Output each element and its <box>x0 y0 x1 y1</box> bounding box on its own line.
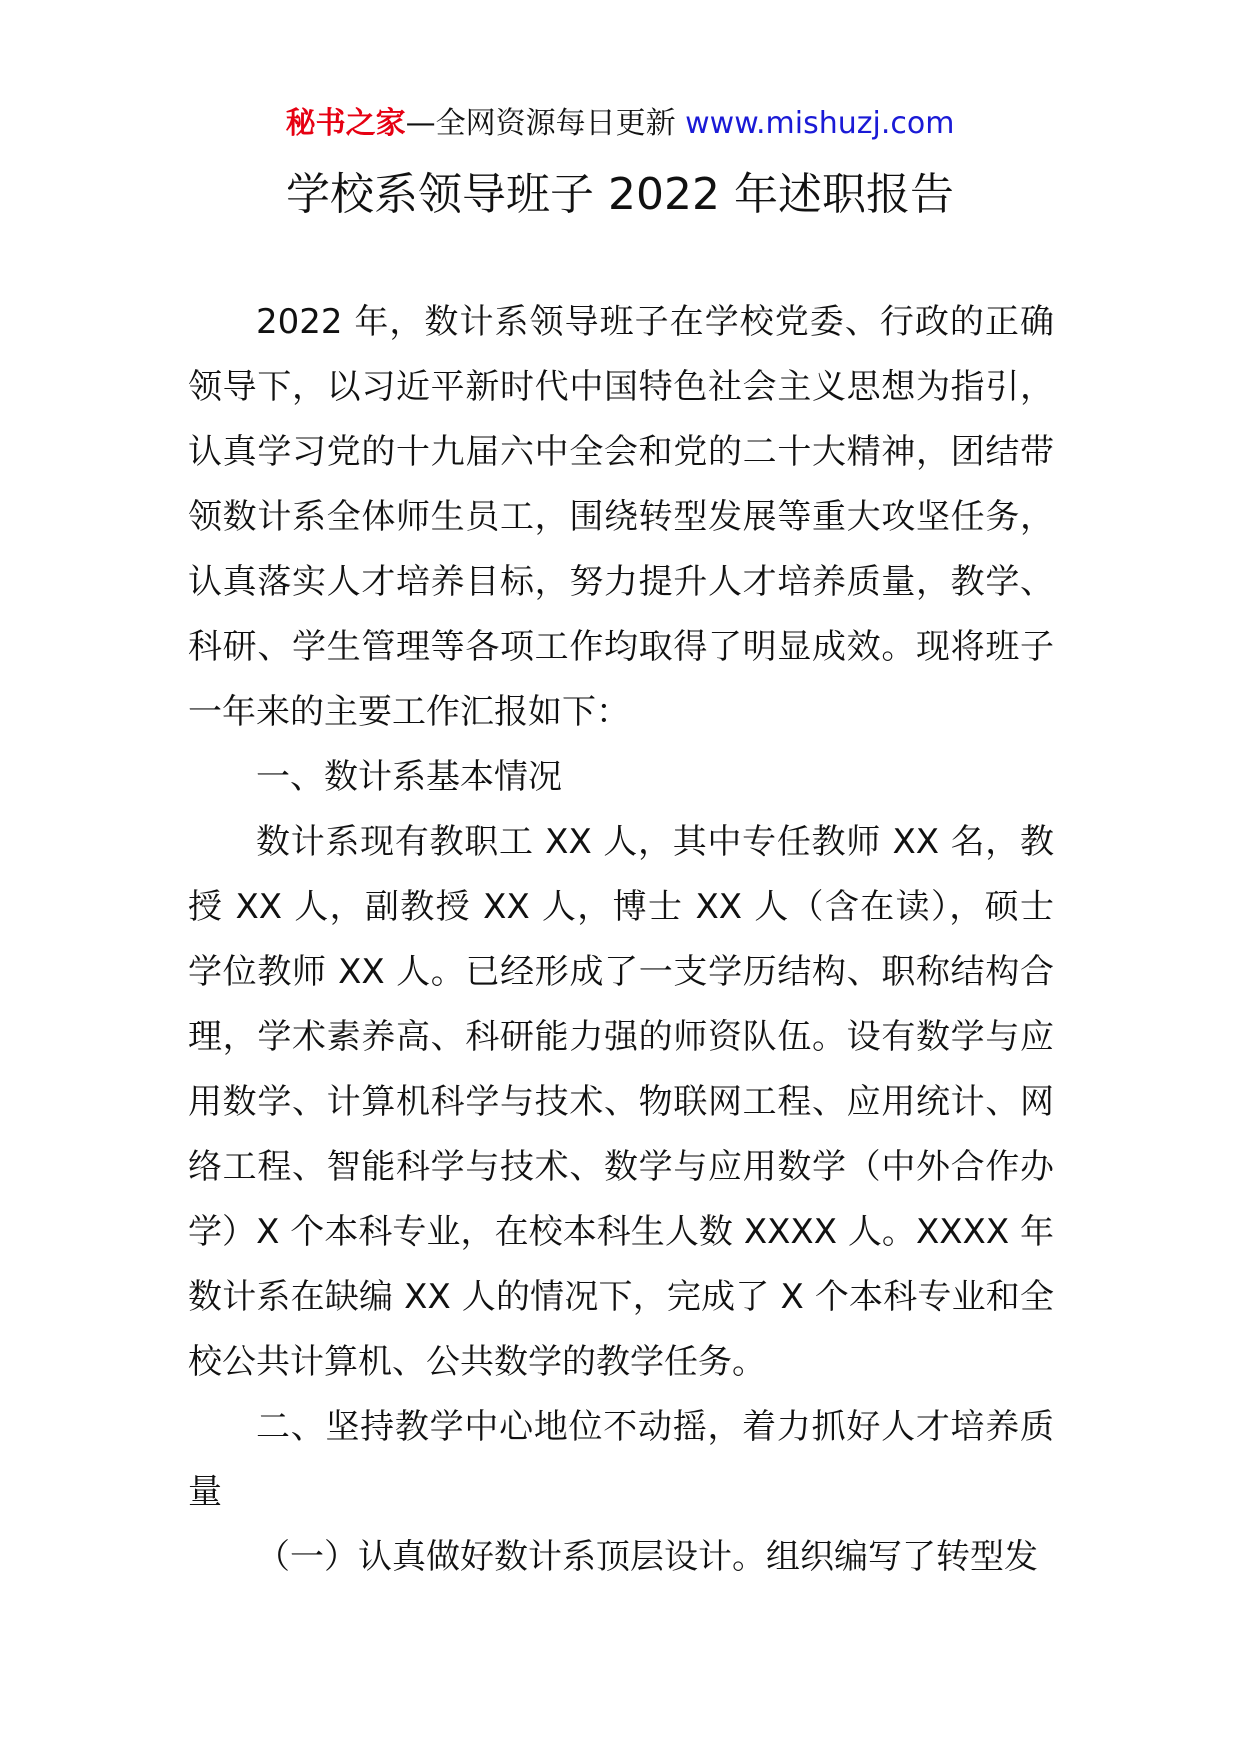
site-tagline: —全网资源每日更新 <box>405 106 686 141</box>
document-title: 学校系领导班子 2022 年述职报告 <box>286 169 954 220</box>
document-body <box>188 290 1054 1590</box>
site-header <box>0 104 1240 144</box>
subsection-1-paragraph: （一）认真做好数计系顶层设计。组织编写了转型发 <box>256 1537 1038 1577</box>
site-brand: 秘书之家 <box>285 106 406 141</box>
intro-paragraph: 2022 年，数计系领导班子在学校党委、行政的正确领导下，以习近平新时代中国特色社会主义思想为指引，认真学习党的十九届六中全会和党的二十大精神，团结带领数计系全体师生员工，围绕转型发展等重大攻坚任务，认真落实人才培养目标，努力提升人才培养质量，教学、科研、学生管理等各项工作均取得了明显成效。现将班子一年来的主要工作汇报如下： <box>188 302 1054 732</box>
section-heading-2: 二、坚持教学中心地位不动摇，着力抓好人才培养质量 <box>188 1407 1054 1512</box>
site-url-link[interactable]: www.mishuzj.com <box>685 106 955 141</box>
section-1-paragraph: 数计系现有教职工 XX 人，其中专任教师 XX 名，教授 XX 人，副教授 XX 人，博士 XX 人（含在读），硕士学位教师 XX 人。已经形成了一支学历结构、职称结构合理，学术素养高、科研能力强的师资队伍。设有数学与应用数学、计算机科学与技术、物联网工程、应用统计、网络工程、智能科学与技术、数学与应用数学（中外合作办学）X 个本科专业，在校本科生人数 XXXX 人。XXXX 年数计系在缺编 XX 人的情况下，完成了 X 个本科专业和全校公共计算机、公共数学的教学任务。 <box>188 822 1054 1382</box>
section-heading-1: 一、数计系基本情况 <box>256 757 562 797</box>
